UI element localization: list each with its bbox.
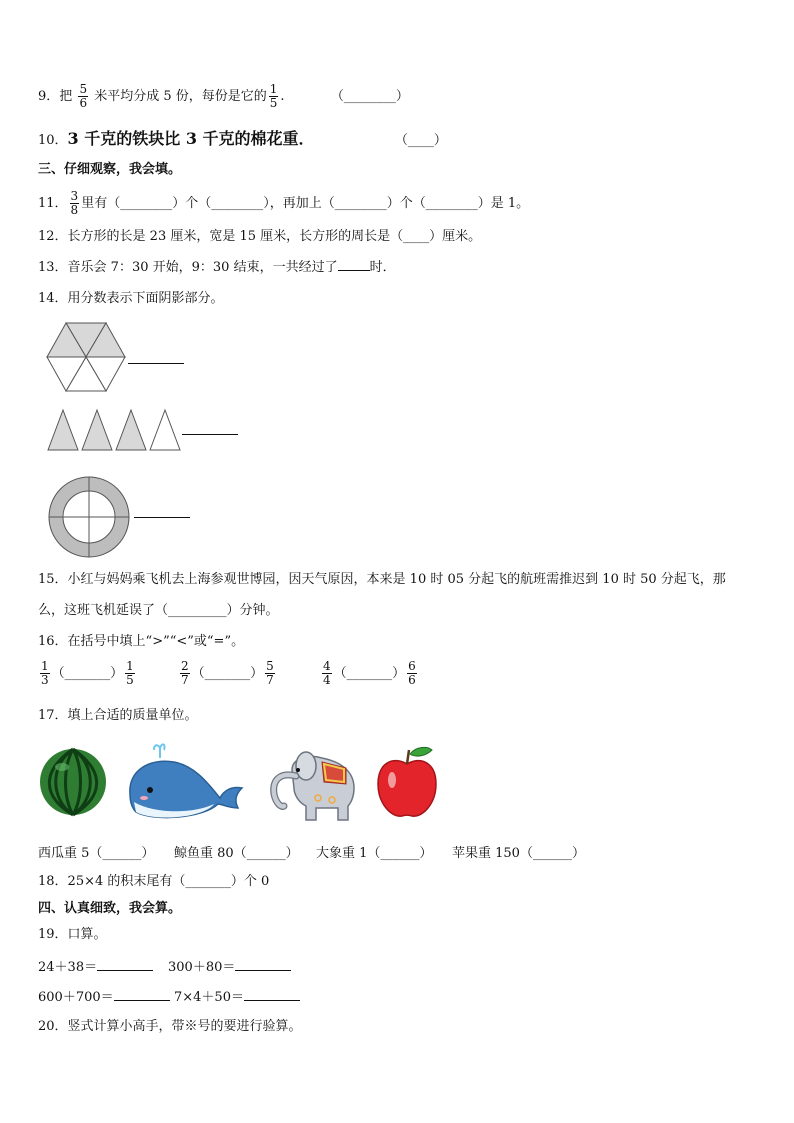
numerator: 4 xyxy=(323,659,331,673)
question-text: 把 xyxy=(59,89,73,104)
question-14 xyxy=(38,289,224,309)
question-11 xyxy=(38,190,529,217)
question-text: 在括号中填上“>”“<”或“=”。 xyxy=(67,634,245,649)
question-text-with-blank[interactable]: 长方形的长是 23 厘米，宽是 15 厘米，长方形的周长是（____）厘米。 xyxy=(67,229,482,244)
hexagon-figure xyxy=(46,322,126,392)
question-text: 米平均分成 5 份，每份是它的 xyxy=(94,89,267,104)
question-number: 9． xyxy=(38,89,60,104)
whale-spout xyxy=(154,744,165,758)
elephant-answer[interactable]: 大象重 1（______） xyxy=(316,846,433,861)
apple-leaf xyxy=(410,747,432,756)
compare-blank[interactable]: （_______） xyxy=(333,666,406,681)
question-12 xyxy=(38,227,481,247)
triangle-unshaded xyxy=(150,410,180,450)
fraction xyxy=(407,660,417,687)
question-text: 竖式计算小高手，带※号的要进行验算。 xyxy=(67,1019,302,1034)
compare-blank[interactable]: （_______） xyxy=(191,666,264,681)
elephant-ear xyxy=(296,752,316,780)
answer-blank[interactable]: （____） xyxy=(394,133,447,148)
calc-expression: 300＋80＝ xyxy=(168,960,236,975)
calc-expression: 24＋38＝ xyxy=(38,960,98,975)
fraction-one-fifth xyxy=(269,83,279,110)
answer-blank[interactable] xyxy=(97,958,153,971)
numerator: 5 xyxy=(266,659,274,673)
denominator: 5 xyxy=(126,673,134,687)
answer-blank[interactable] xyxy=(114,988,170,1001)
calc-item-2 xyxy=(168,956,291,975)
question-text: 用分数表示下面阴影部分。 xyxy=(67,291,224,306)
question-17 xyxy=(38,706,198,726)
apple-stem xyxy=(407,750,409,764)
question-text: 小红与妈妈乘飞机去上海参观世博园，因天气原因，本来是 10 时 05 分起飞的航班需推迟到 10 时 50 分起飞，那 xyxy=(67,572,726,587)
elephant-image xyxy=(262,740,362,826)
question-19 xyxy=(38,925,107,945)
calc-item-4 xyxy=(174,986,300,1005)
fraction xyxy=(322,660,332,687)
question-number: 12． xyxy=(38,229,68,244)
calc-expression: 600＋700＝ xyxy=(38,990,114,1005)
triangle-shaded xyxy=(116,410,146,450)
question-13 xyxy=(38,258,396,278)
question-text: 填上合适的质量单位。 xyxy=(67,708,198,723)
question-number: 11． xyxy=(38,196,68,211)
question-text: 3 千克的铁块比 3 千克的棉花重． xyxy=(67,129,315,148)
calc-item-3 xyxy=(38,986,170,1005)
question-number: 10． xyxy=(38,133,68,148)
numerator: 6 xyxy=(408,659,416,673)
question-text: 口算。 xyxy=(67,927,107,942)
denominator: 5 xyxy=(269,96,278,110)
numerator: 2 xyxy=(181,659,189,673)
apple-image xyxy=(376,744,438,820)
compare-item-3 xyxy=(320,660,419,687)
denominator: 6 xyxy=(79,96,88,110)
question-text: . xyxy=(280,89,285,104)
answer-line[interactable] xyxy=(182,434,238,435)
question-15-line-1 xyxy=(38,570,726,590)
fraction-five-sixths xyxy=(78,83,88,110)
answer-blank[interactable] xyxy=(338,258,370,271)
answer-line[interactable] xyxy=(128,363,184,364)
denominator: 8 xyxy=(70,203,79,217)
question-10 xyxy=(38,129,447,151)
compare-item-2 xyxy=(178,660,277,687)
triangle-shaded xyxy=(48,410,78,450)
watermelon-answer[interactable]: 西瓜重 5（______） xyxy=(38,846,155,861)
denominator: 6 xyxy=(408,673,416,687)
numerator: 1 xyxy=(41,659,49,673)
answer-blank[interactable] xyxy=(244,988,300,1001)
denominator: 7 xyxy=(266,673,274,687)
fraction xyxy=(265,660,275,687)
numerator: 1 xyxy=(269,82,278,96)
question-number: 18． xyxy=(38,874,68,889)
compare-blank[interactable]: （_______） xyxy=(51,666,124,681)
question-number: 15． xyxy=(38,572,68,587)
question-text: 音乐会 7：30 开始，9：30 结束，一共经过了 xyxy=(67,260,338,275)
apple-highlight xyxy=(388,772,396,788)
whale-answer[interactable]: 鲸鱼重 80（______） xyxy=(174,846,299,861)
denominator: 4 xyxy=(323,673,331,687)
question-number: 17． xyxy=(38,708,68,723)
question-9 xyxy=(38,83,409,110)
question-number: 14． xyxy=(38,291,68,306)
fraction xyxy=(180,660,190,687)
answer-line[interactable] xyxy=(134,517,190,518)
fraction xyxy=(40,660,50,687)
section-heading-4: 四、认真细致，我会算。 xyxy=(38,901,182,916)
question-15-line-2[interactable]: 么，这班飞机延误了（_________）分钟。 xyxy=(38,603,279,618)
denominator: 7 xyxy=(181,673,189,687)
question-number: 13． xyxy=(38,260,68,275)
denominator: 3 xyxy=(41,673,49,687)
fraction-three-eighths xyxy=(70,190,80,217)
compare-item-1 xyxy=(38,660,137,687)
numerator: 1 xyxy=(126,659,134,673)
question-number: 20． xyxy=(38,1019,68,1034)
triangle-shaded xyxy=(82,410,112,450)
watermelon-highlight xyxy=(55,763,69,771)
ring-circle-figure xyxy=(47,475,131,559)
calc-expression: 7×4＋50＝ xyxy=(174,990,244,1005)
question-number: 16． xyxy=(38,634,68,649)
answer-blank[interactable] xyxy=(235,958,291,971)
elephant-eye xyxy=(296,768,300,772)
numerator: 3 xyxy=(70,189,79,203)
whale-cheek xyxy=(140,796,148,800)
apple-body xyxy=(378,761,436,817)
question-18 xyxy=(38,872,269,892)
watermelon-image xyxy=(38,747,108,817)
section-heading-3: 三、仔细观察，我会填。 xyxy=(38,162,182,177)
answer-blank[interactable]: （________） xyxy=(330,89,409,104)
question-text: 时． xyxy=(369,260,396,275)
triangles-figure xyxy=(46,408,184,452)
apple-answer[interactable]: 苹果重 150（______） xyxy=(452,846,585,861)
whale-image xyxy=(124,742,248,826)
question-number: 19． xyxy=(38,927,68,942)
fraction xyxy=(125,660,135,687)
numerator: 5 xyxy=(79,82,88,96)
calc-item-1 xyxy=(38,956,153,975)
question-16 xyxy=(38,632,244,652)
question-20 xyxy=(38,1017,302,1037)
whale-eye xyxy=(147,787,153,793)
question-text-with-blank[interactable]: 25×4 的积末尾有（_______）个 0 xyxy=(67,874,270,889)
question-text-with-blanks[interactable]: 里有（________）个（________），再加上（________）个（________）是 1。 xyxy=(81,196,530,211)
